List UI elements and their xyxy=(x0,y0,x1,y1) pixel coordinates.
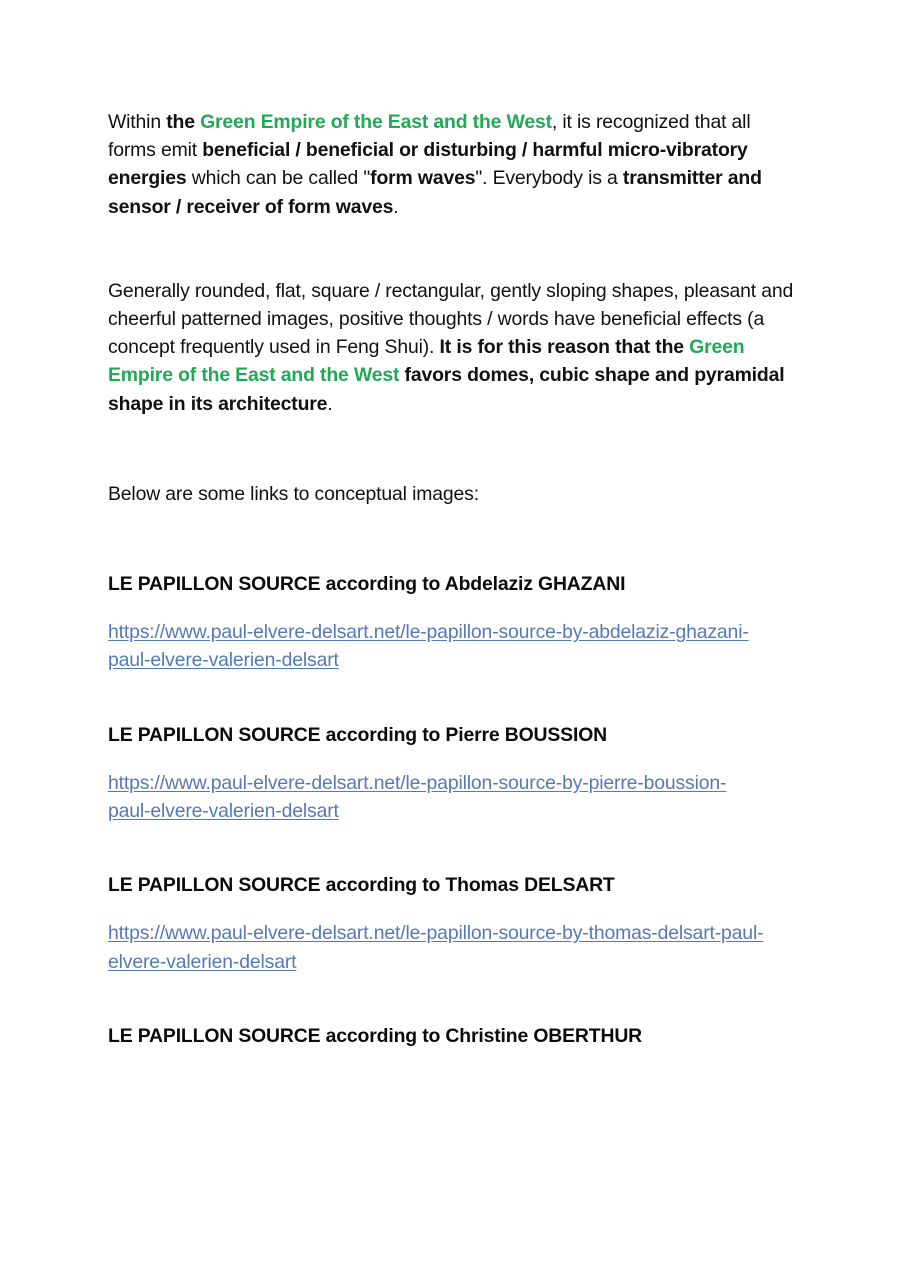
green-empire-phrase: Green Empire of the East and the West xyxy=(108,336,745,387)
entry-heading-delsart: LE PAPILLON SOURCE according to Thomas DELSART xyxy=(108,874,615,897)
spacer xyxy=(108,825,798,871)
spacer xyxy=(108,598,798,618)
spacer xyxy=(108,418,798,480)
paragraph-form-waves xyxy=(108,108,798,221)
text-segment-bold: form waves xyxy=(370,167,476,190)
entry-link-block xyxy=(108,919,798,975)
spacer xyxy=(108,899,798,919)
entry-link-block xyxy=(108,618,798,674)
text-segment-bold: transmitter and sensor / receiver of form waves xyxy=(108,167,762,218)
text-segment: which can be called " xyxy=(186,167,371,190)
text-segment: . xyxy=(393,195,399,218)
text-segment: Generally rounded, flat, square / rectangular, gently sloping shapes, pleasant and cheerful patterned images, positive thoughts / words have beneficial effects (a concept frequently used in Feng Shui). xyxy=(108,279,794,359)
spacer xyxy=(108,221,798,277)
text-segment-bold: It is for this reason that the xyxy=(439,336,690,359)
paragraph-shapes-architecture xyxy=(108,277,798,418)
spacer xyxy=(108,749,798,769)
text-segment: , it is recognized that all forms emit xyxy=(108,111,751,162)
text-segment: ". Everybody is a xyxy=(475,167,623,190)
document-content xyxy=(108,108,798,1050)
text-segment-bold: the xyxy=(166,111,201,133)
entry-link-ghazani[interactable]: https://www.paul-elvere-delsart.net/le-papillon-source-by-abdelaziz-ghazani-paul-elvere-valerien-delsart xyxy=(108,621,749,672)
entry-heading-oberthur: LE PAPILLON SOURCE according to Christine OBERTHUR xyxy=(108,1024,643,1047)
text-segment-bold: favors domes, cubic shape and pyramidal shape in its architecture xyxy=(108,364,785,415)
text-segment-bold: beneficial / beneficial or disturbing / harmful micro-vibratory energies xyxy=(108,139,748,190)
entry-heading-ghazani: LE PAPILLON SOURCE according to Abdelaziz GHAZANI xyxy=(108,573,626,596)
entry-link-delsart[interactable]: https://www.paul-elvere-delsart.net/le-papillon-source-by-thomas-delsart-paul-elvere-valerien-delsart xyxy=(108,922,764,973)
entry-link-boussion[interactable]: https://www.paul-elvere-delsart.net/le-papillon-source-by-pierre-boussion-paul-elvere-valerien-delsart xyxy=(108,771,727,823)
text-segment: Within xyxy=(108,111,167,133)
links-intro-line: Below are some links to conceptual images: xyxy=(108,482,479,505)
spacer xyxy=(108,675,798,721)
entry-link-block xyxy=(108,769,798,825)
green-empire-phrase: Green Empire of the East and the West xyxy=(200,111,552,133)
entry-heading-boussion: LE PAPILLON SOURCE according to Pierre BOUSSION xyxy=(108,723,607,746)
text-segment: . xyxy=(327,392,333,415)
spacer xyxy=(108,976,798,1022)
spacer xyxy=(108,508,798,570)
